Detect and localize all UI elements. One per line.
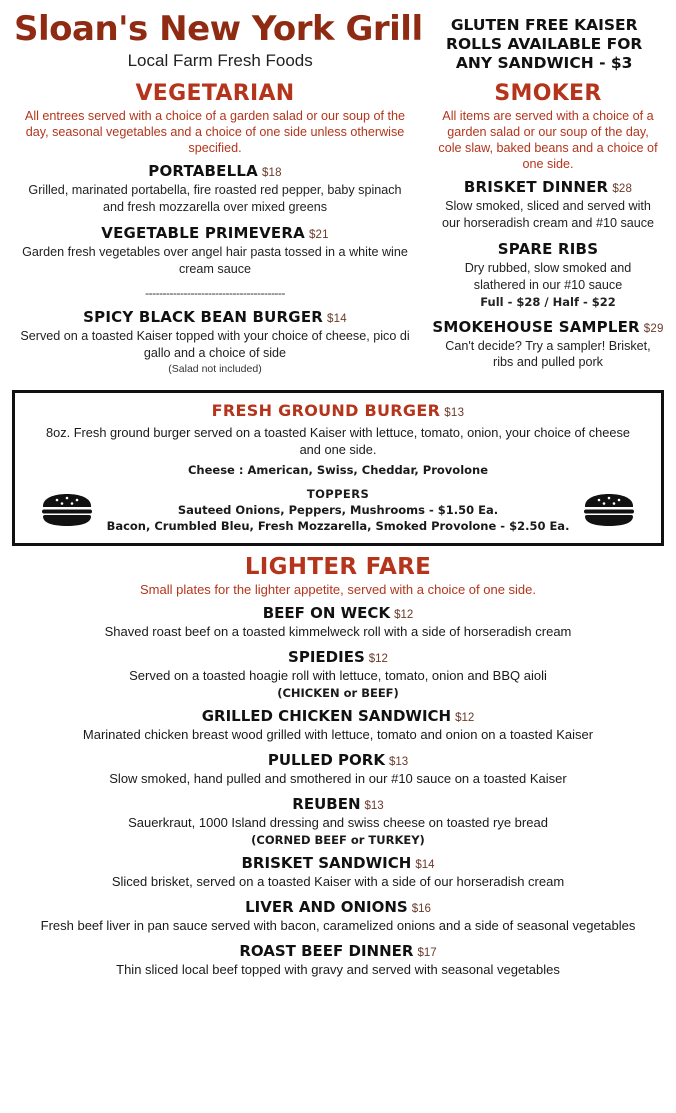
lighter-fare-note: Small plates for the lighter appetite, served with a choice of one side. bbox=[140, 581, 536, 597]
section-divider: ---------------------------------------- bbox=[145, 286, 285, 301]
menu-item-price: $28 bbox=[612, 183, 633, 196]
menu-item-name bbox=[10, 224, 420, 242]
toppers-line-1: Sauteed Onions, Peppers, Mushrooms - $1.50 Ea. bbox=[177, 502, 499, 517]
menu-item-price: $16 bbox=[411, 902, 431, 915]
menu-item bbox=[10, 942, 666, 979]
menu-item bbox=[10, 751, 666, 788]
smoker-note: All items are served with a choice of a garden salad or our soup of the day, cole slaw, baked beans and a choice of one side. bbox=[438, 108, 658, 172]
menu-item-price: $18 bbox=[261, 167, 282, 180]
menu-item-label: ROAST BEEF DINNER bbox=[239, 941, 414, 960]
menu-item-label: GRILLED CHICKEN SANDWICH bbox=[201, 707, 452, 726]
vegetarian-section bbox=[10, 79, 420, 384]
menu-item-description: Thin sliced local beef topped with gravy and served with seasonal vegetables bbox=[116, 961, 560, 977]
menu-item bbox=[10, 898, 666, 935]
menu-item-portion-price: Full - $28 / Half - $22 bbox=[480, 294, 616, 309]
menu-item bbox=[10, 795, 666, 847]
lighter-fare-heading: LIGHTER FARE bbox=[244, 553, 432, 580]
fresh-burger-price: $13 bbox=[444, 406, 465, 419]
toppers-block bbox=[25, 487, 651, 533]
vegetarian-note: All entrees served with a choice of a garden salad or our soup of the day, seasonal vegetables and a choice of one side unless otherwise specified. bbox=[24, 108, 406, 155]
toppers-heading: TOPPERS bbox=[306, 486, 370, 501]
menu-item-description: Sliced brisket, served on a toasted Kaiser with a side of our horseradish cream bbox=[111, 873, 565, 889]
menu-item-description: Can't decide? Try a sampler! Brisket, ribs and pulled pork bbox=[445, 338, 651, 370]
fresh-burger-heading bbox=[25, 401, 651, 420]
menu-item-label: REUBEN bbox=[292, 794, 361, 813]
menu-item bbox=[430, 240, 666, 308]
menu-item-name bbox=[430, 178, 666, 196]
smoker-section bbox=[430, 79, 666, 384]
smoker-heading: SMOKER bbox=[494, 80, 602, 106]
menu-item-price: $12 bbox=[368, 653, 388, 666]
menu-item-name bbox=[10, 162, 420, 180]
menu-item-name bbox=[10, 308, 420, 326]
restaurant-title: Sloan's New York Grill bbox=[14, 9, 423, 49]
menu-item-name bbox=[10, 707, 666, 725]
menu-item bbox=[10, 604, 666, 641]
menu-item-description: Garden fresh vegetables over angel hair pasta tossed in a white wine cream sauce bbox=[22, 245, 408, 276]
menu-item-label: SPICY BLACK BEAN BURGER bbox=[83, 308, 324, 327]
fresh-burger-description: 8oz. Fresh ground burger served on a toasted Kaiser with lettuce, tomato, onion, your choice of cheese and one side. bbox=[45, 424, 630, 457]
menu-item-price: $12 bbox=[455, 712, 475, 725]
hamburger-icon bbox=[581, 493, 637, 527]
fresh-burger-cheese-options: Cheese : American, Swiss, Cheddar, Provolone bbox=[187, 462, 489, 477]
menu-item-label: PULLED PORK bbox=[267, 751, 385, 770]
menu-item-price: $14 bbox=[415, 858, 435, 871]
menu-item-description: Slow smoked, sliced and served with our horseradish cream and #10 sauce bbox=[441, 199, 655, 230]
vegetarian-heading: VEGETARIAN bbox=[135, 80, 295, 106]
menu-item-name bbox=[10, 942, 666, 960]
menu-item-description: Served on a toasted hoagie roll with lettuce, tomato, onion and BBQ aioli bbox=[129, 668, 547, 684]
menu-item bbox=[10, 162, 420, 215]
menu-item-price: $12 bbox=[394, 609, 414, 622]
menu-item-price: $13 bbox=[364, 799, 384, 812]
fresh-ground-burger-box bbox=[12, 390, 664, 546]
menu-item-name bbox=[430, 240, 666, 258]
fresh-burger-label: FRESH GROUND BURGER bbox=[211, 400, 441, 420]
menu-item-note: (CORNED BEEF or TURKEY) bbox=[251, 832, 425, 847]
menu-header bbox=[10, 8, 666, 73]
menu-item-price: $13 bbox=[388, 756, 409, 769]
menu-item-description: Marinated chicken breast wood grilled with lettuce, tomato and onion on a toasted Kaiser bbox=[82, 727, 594, 743]
menu-item-note: (CHICKEN or BEEF) bbox=[277, 686, 399, 701]
menu-item bbox=[430, 178, 666, 231]
menu-item-label: BEEF ON WECK bbox=[262, 604, 391, 623]
menu-item-description: Sauerkraut, 1000 Island dressing and swiss cheese on toasted rye bread bbox=[128, 814, 548, 830]
menu-item-label: SPARE RIBS bbox=[497, 240, 599, 259]
menu-item-name bbox=[10, 854, 666, 872]
menu-item-description: Shaved roast beef on a toasted kimmelweck roll with a side of horseradish cream bbox=[104, 624, 572, 640]
menu-item-description: Served on a toasted Kaiser topped with your choice of cheese, pico di gallo and a choice of side bbox=[20, 329, 410, 361]
menu-item-name bbox=[10, 604, 666, 622]
lighter-fare-section bbox=[10, 554, 666, 979]
menu-item bbox=[10, 308, 420, 374]
menu-item-label: LIVER AND ONIONS bbox=[245, 897, 408, 916]
menu-item-label: BRISKET DINNER bbox=[463, 178, 609, 197]
menu-item-name bbox=[10, 751, 666, 769]
menu-item-label: VEGETABLE PRIMEVERA bbox=[101, 224, 305, 243]
menu-item bbox=[10, 854, 666, 891]
menu-item bbox=[430, 318, 666, 371]
menu-item-description: Fresh beef liver in pan sauce served with bacon, caramelized onions and a side of seasonal vegetables bbox=[40, 917, 636, 933]
menu-item-name bbox=[10, 795, 666, 813]
menu-item-label: SPIEDIES bbox=[288, 648, 365, 667]
menu-item-label: BRISKET SANDWICH bbox=[241, 853, 412, 872]
menu-item bbox=[10, 648, 666, 700]
menu-columns bbox=[10, 79, 666, 384]
toppers-line-2: Bacon, Crumbled Bleu, Fresh Mozzarella, Smoked Provolone - $2.50 Ea. bbox=[106, 518, 570, 533]
menu-item-price: $17 bbox=[417, 946, 437, 959]
menu-item-description: Slow smoked, hand pulled and smothered in our #10 sauce on a toasted Kaiser bbox=[109, 771, 567, 787]
hamburger-icon bbox=[39, 493, 95, 527]
menu-item-note: (Salad not included) bbox=[168, 362, 262, 375]
gluten-free-note: GLUTEN FREE KAISER ROLLS AVAILABLE FOR ANY SANDWICH - $3 bbox=[446, 16, 643, 72]
menu-item-label: SMOKEHOUSE SAMPLER bbox=[432, 317, 640, 336]
menu-item-description: Dry rubbed, slow smoked and slathered in our #10 sauce bbox=[464, 261, 632, 292]
menu-item-label: PORTABELLA bbox=[148, 162, 258, 181]
menu-item bbox=[10, 224, 420, 277]
menu-item bbox=[10, 707, 666, 744]
menu-item-name bbox=[430, 318, 666, 336]
brand-block bbox=[14, 9, 426, 71]
menu-item-price: $14 bbox=[327, 313, 347, 326]
menu-item-name bbox=[10, 648, 666, 666]
menu-item-name bbox=[10, 898, 666, 916]
restaurant-tagline: Local Farm Fresh Foods bbox=[127, 50, 313, 70]
menu-item-price: $29 bbox=[643, 322, 664, 335]
menu-item-price: $21 bbox=[308, 229, 329, 242]
menu-item-description: Grilled, marinated portabella, fire roasted red pepper, baby spinach and fresh mozzarella over mixed greens bbox=[28, 183, 402, 214]
